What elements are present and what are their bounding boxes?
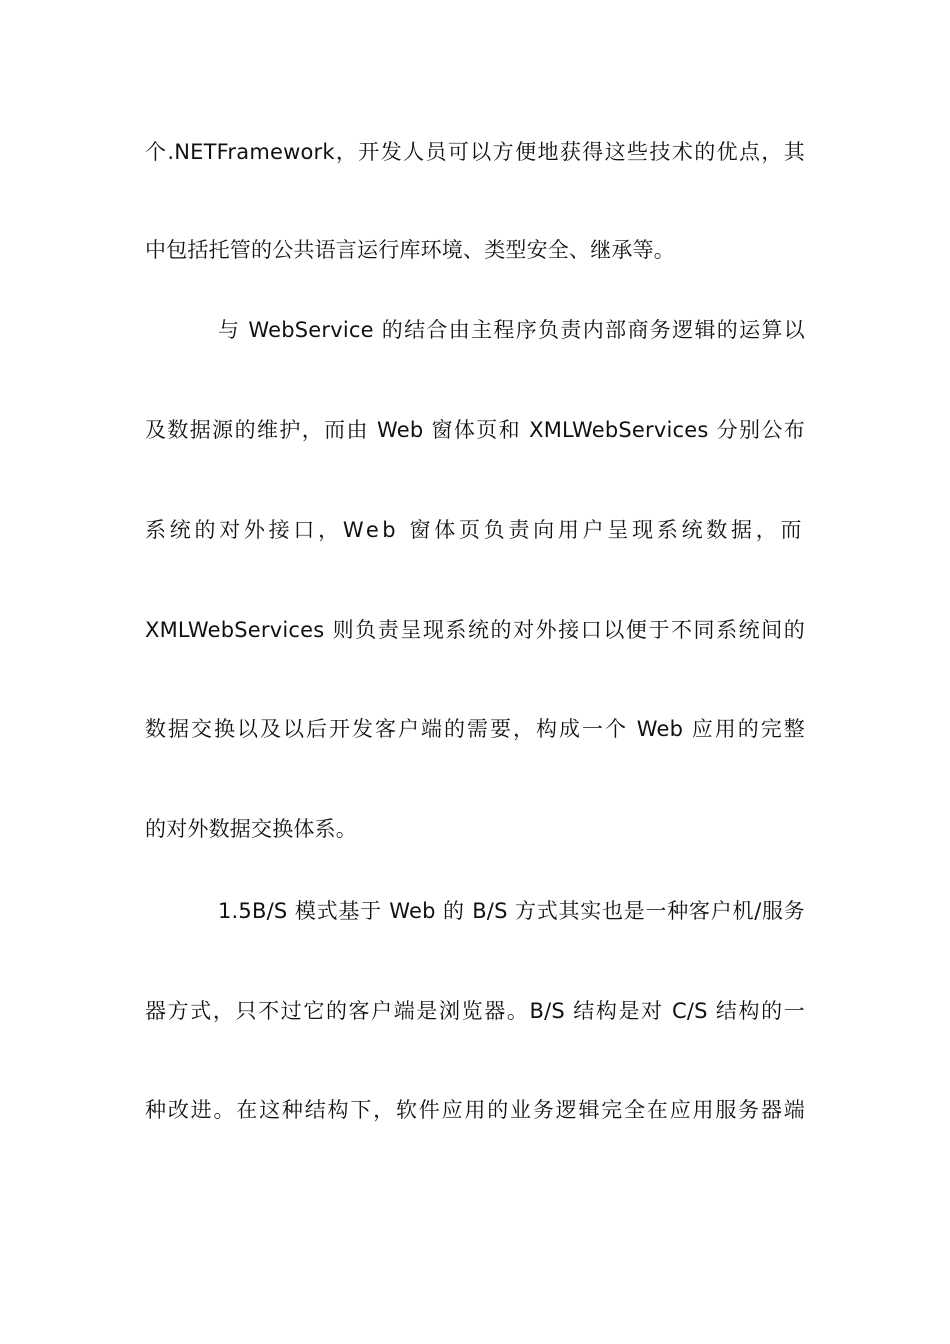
text-line-3: 与 WebService 的结合由主程序负责内部商务逻辑的运算以 bbox=[218, 318, 805, 342]
text-line-1: 个.NETFramework，开发人员可以方便地获得这些技术的优点，其 bbox=[145, 140, 805, 164]
text-line-6: XMLWebServices 则负责呈现系统的对外接口以便于不同系统间的 bbox=[145, 618, 805, 642]
text-line-11: 种改进。在这种结构下，软件应用的业务逻辑完全在应用服务器端 bbox=[145, 1098, 805, 1122]
text-line-2: 中包括托管的公共语言运行库环境、类型安全、继承等。 bbox=[145, 238, 675, 262]
text-line-7: 数据交换以及以后开发客户端的需要，构成一个 Web 应用的完整 bbox=[145, 717, 805, 741]
text-line-5: 系统的对外接口，Web 窗体页负责向用户呈现系统数据，而 bbox=[145, 518, 805, 542]
text-line-8: 的对外数据交换体系。 bbox=[145, 817, 357, 841]
text-line-10: 器方式，只不过它的客户端是浏览器。B/S 结构是对 C/S 结构的一 bbox=[145, 999, 805, 1023]
text-line-4: 及数据源的维护，而由 Web 窗体页和 XMLWebServices 分别公布 bbox=[145, 418, 805, 442]
text-line-9: 1.5B/S 模式基于 Web 的 B/S 方式其实也是一种客户机/服务 bbox=[218, 899, 805, 923]
